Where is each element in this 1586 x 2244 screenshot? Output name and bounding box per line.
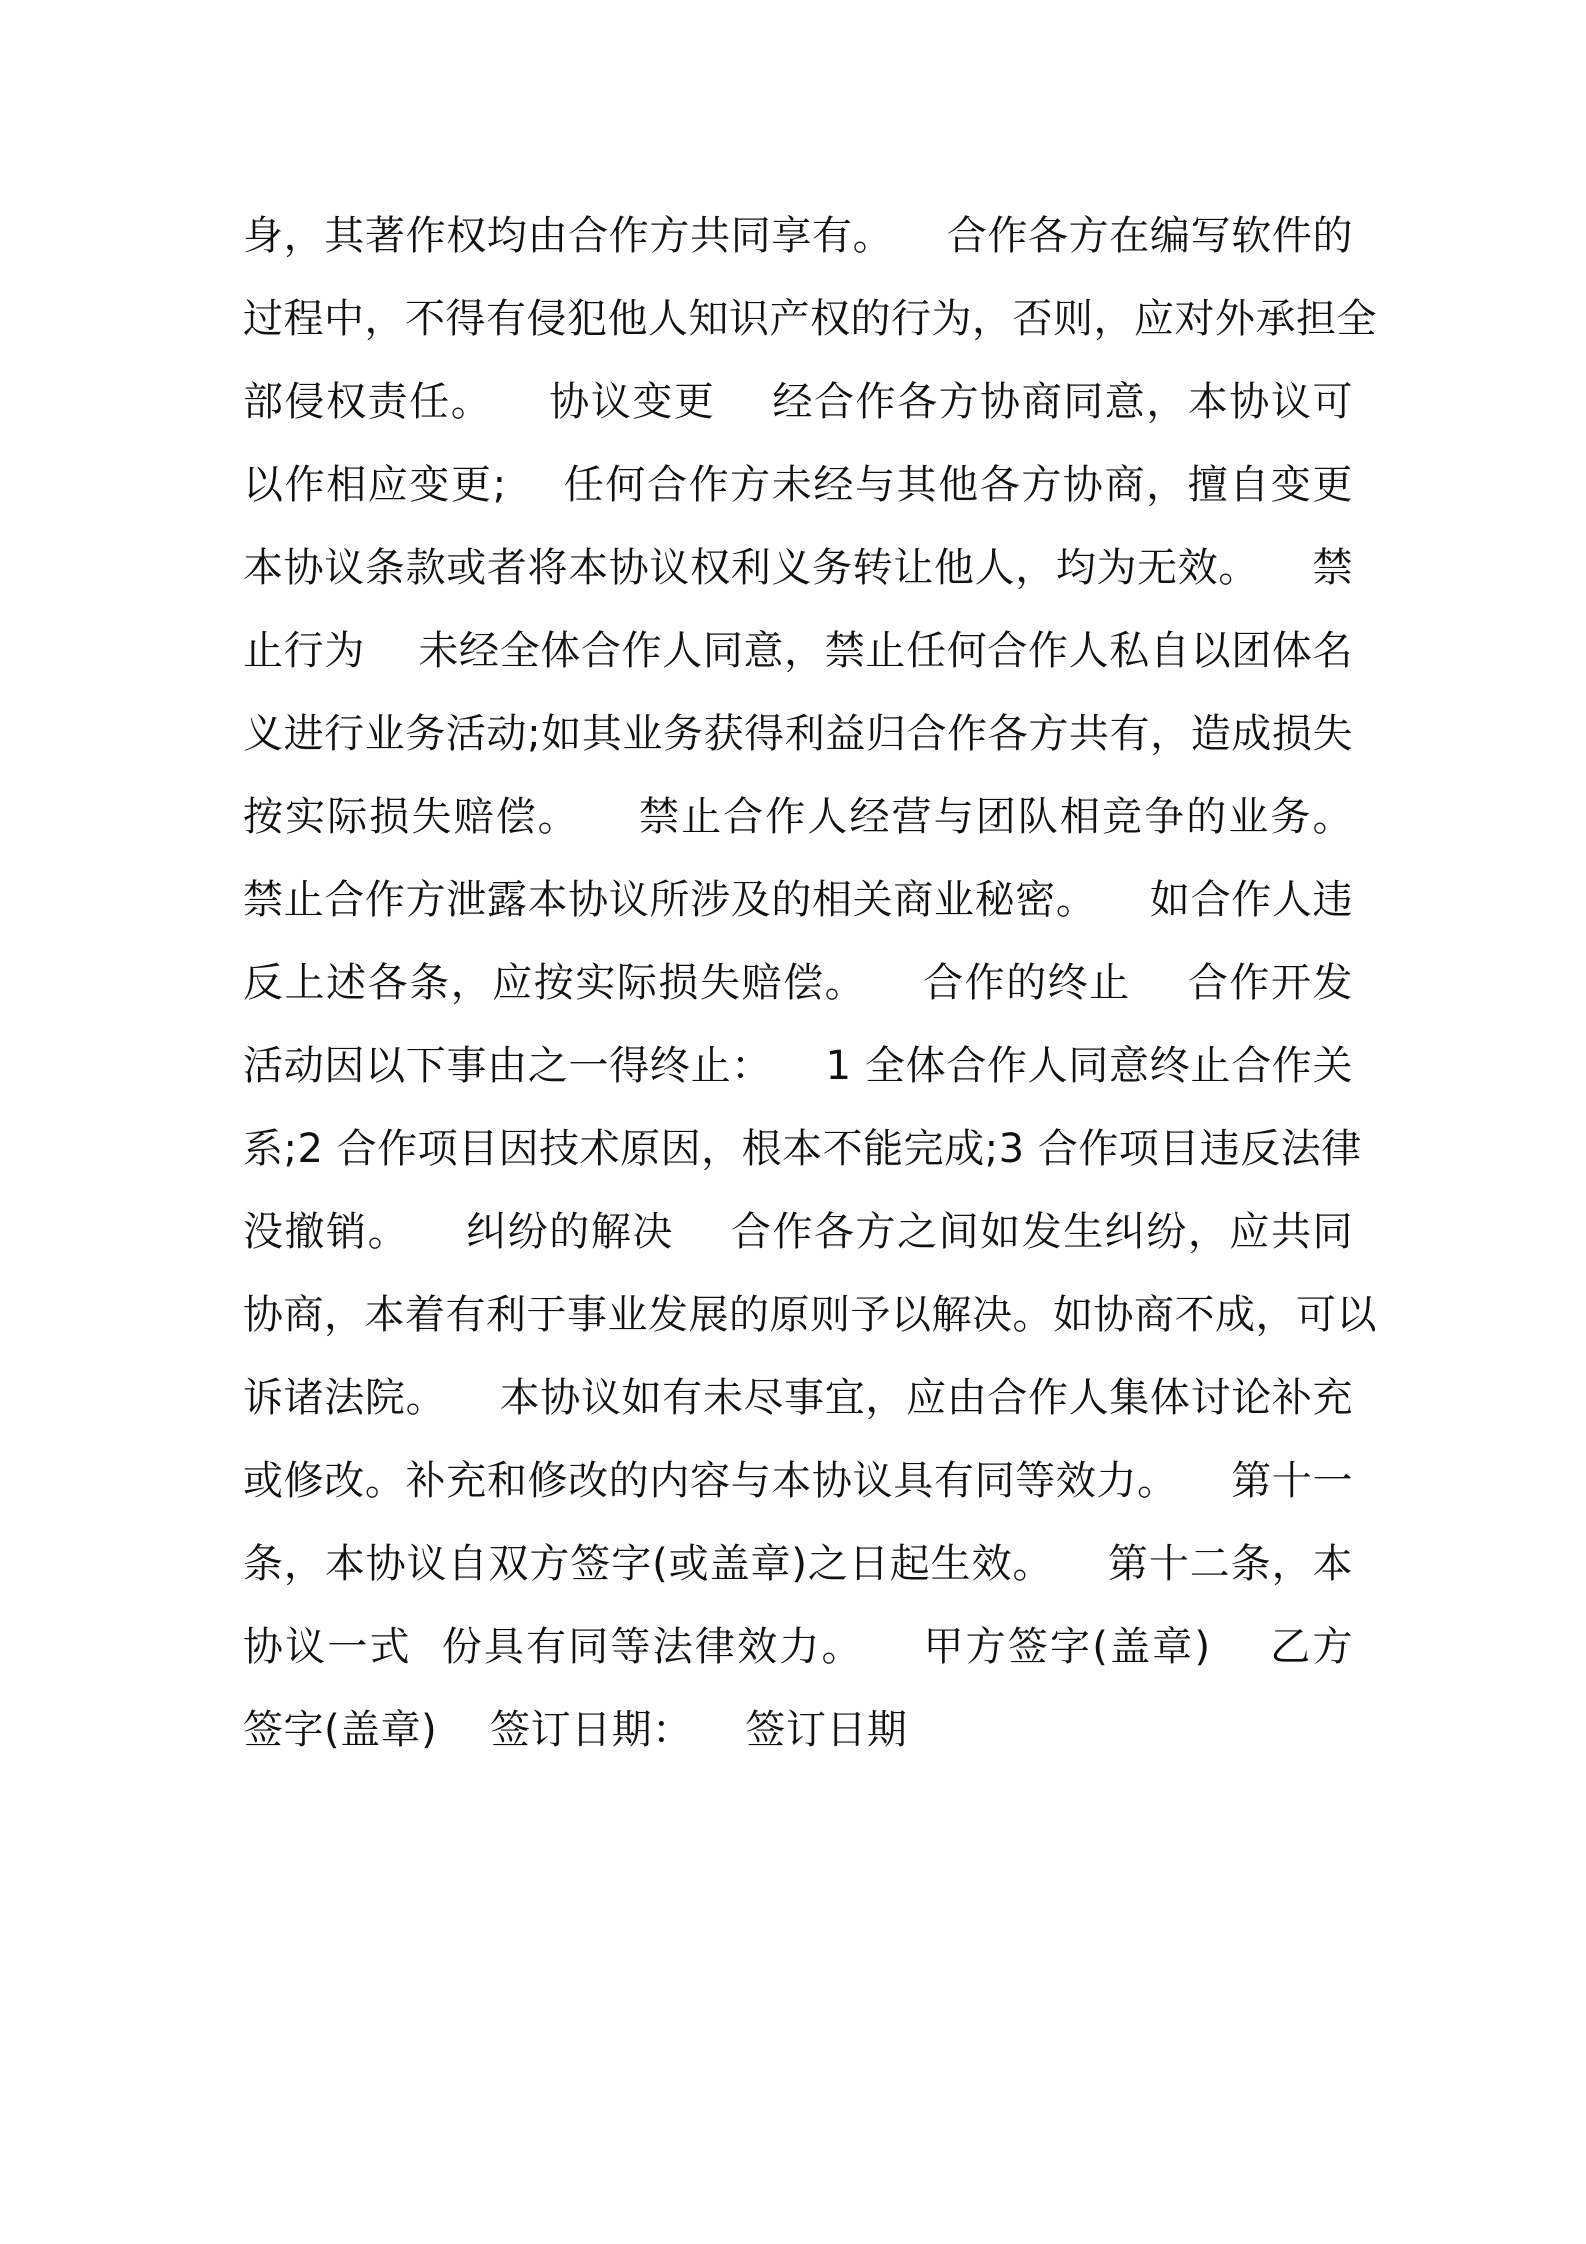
text-line: 没撤销。 纠纷的解决 合作各方之间如发生纠纷，应共同 [243, 1209, 1353, 1255]
text-line: 反上述各条，应按实际损失赔偿。 合作的终止 合作开发 [243, 960, 1353, 1006]
text-line: 协商，本着有利于事业发展的原则予以解决。如协商不成，可以 [243, 1292, 1377, 1338]
text-line: 条，本协议自双方签字(或盖章)之日起生效。 第十二条，本 [243, 1541, 1353, 1587]
text-line: 或修改。补充和修改的内容与本协议具有同等效力。 第十一 [243, 1458, 1353, 1504]
text-line: 协议一式 份具有同等法律效力。 甲方签字(盖章) 乙方 [243, 1624, 1353, 1670]
text-line: 系;2 合作项目因技术原因，根本不能完成;3 合作项目违反法律 [243, 1126, 1362, 1172]
text-line: 止行为 未经全体合作人同意，禁止任何合作人私自以团体名 [243, 628, 1353, 674]
text-line: 按实际损失赔偿。 禁止合作人经营与团队相竞争的业务。 [243, 794, 1353, 840]
text-line: 身，其著作权均由合作方共同享有。 合作各方在编写软件的 [243, 213, 1353, 259]
agreement-body-text [243, 195, 1377, 1772]
text-line: 义进行业务活动;如其业务获得利益归合作各方共有，造成损失 [243, 711, 1353, 757]
text-line: 禁止合作方泄露本协议所涉及的相关商业秘密。 如合作人违 [243, 877, 1353, 923]
text-line: 过程中，不得有侵犯他人知识产权的行为，否则，应对外承担全 [243, 296, 1377, 342]
text-line: 诉诸法院。 本协议如有未尽事宜，应由合作人集体讨论补充 [243, 1375, 1353, 1421]
text-line: 活动因以下事由之一得终止： 1 全体合作人同意终止合作关 [243, 1043, 1353, 1089]
text-line: 签字(盖章) 签订日期： 签订日期 [243, 1707, 908, 1753]
text-line: 本协议条款或者将本协议权利义务转让他人，均为无效。 禁 [243, 545, 1353, 591]
text-line: 部侵权责任。 协议变更 经合作各方协商同意，本协议可 [243, 379, 1353, 425]
text-line: 以作相应变更; 任何合作方未经与其他各方协商，擅自变更 [243, 462, 1353, 508]
